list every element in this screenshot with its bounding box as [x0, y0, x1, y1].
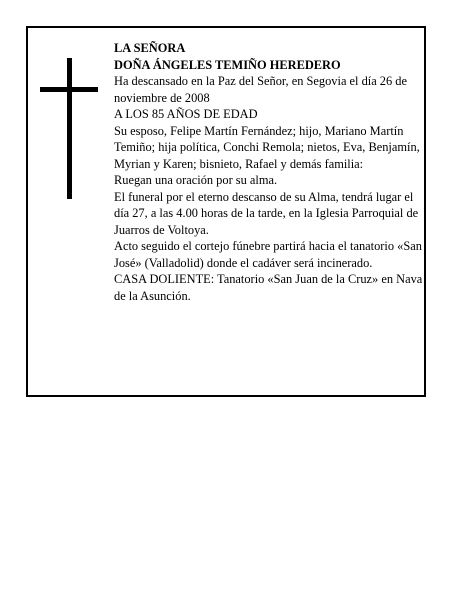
cortege-details: Acto seguido el cortejo fúnebre partirá hacia el tanatorio «San José» (Valladolid) donde el cadáver será incinerado. — [114, 239, 422, 270]
cross-vertical-bar — [67, 58, 72, 199]
deceased-name: DOÑA ÁNGELES TEMIÑO HEREDERO — [114, 57, 341, 72]
cross-horizontal-bar — [40, 87, 98, 92]
cross-icon — [40, 58, 98, 199]
notice-body — [114, 40, 426, 304]
mourning-house: CASA DOLIENTE: Tanatorio «San Juan de la Cruz» en Nava de la Asunción. — [114, 272, 423, 303]
death-announcement: Ha descansado en la Paz del Señor, en Segovia el día 26 de noviembre de 2008 — [114, 74, 407, 105]
age-line: A LOS 85 AÑOS DE EDAD — [114, 107, 258, 121]
heading-title: LA SEÑORA — [114, 41, 186, 55]
family-list: Su esposo, Felipe Martín Fernández; hijo, Mariano Martín Temiño; hija política, Conchi Remola; nietos, Eva, Benjamín, Myrian y Karen; bisnieto, Rafael y demás familia: — [114, 123, 420, 171]
funeral-details: El funeral por el eterno descanso de su Alma, tendrá lugar el día 27, a las 4.00 horas de la tarde, en la Iglesia Parroquial de Juarros de Voltoya. — [114, 189, 419, 237]
obituary-notice — [26, 26, 426, 397]
prayer-request: Ruegan una oración por su alma. — [114, 173, 278, 187]
